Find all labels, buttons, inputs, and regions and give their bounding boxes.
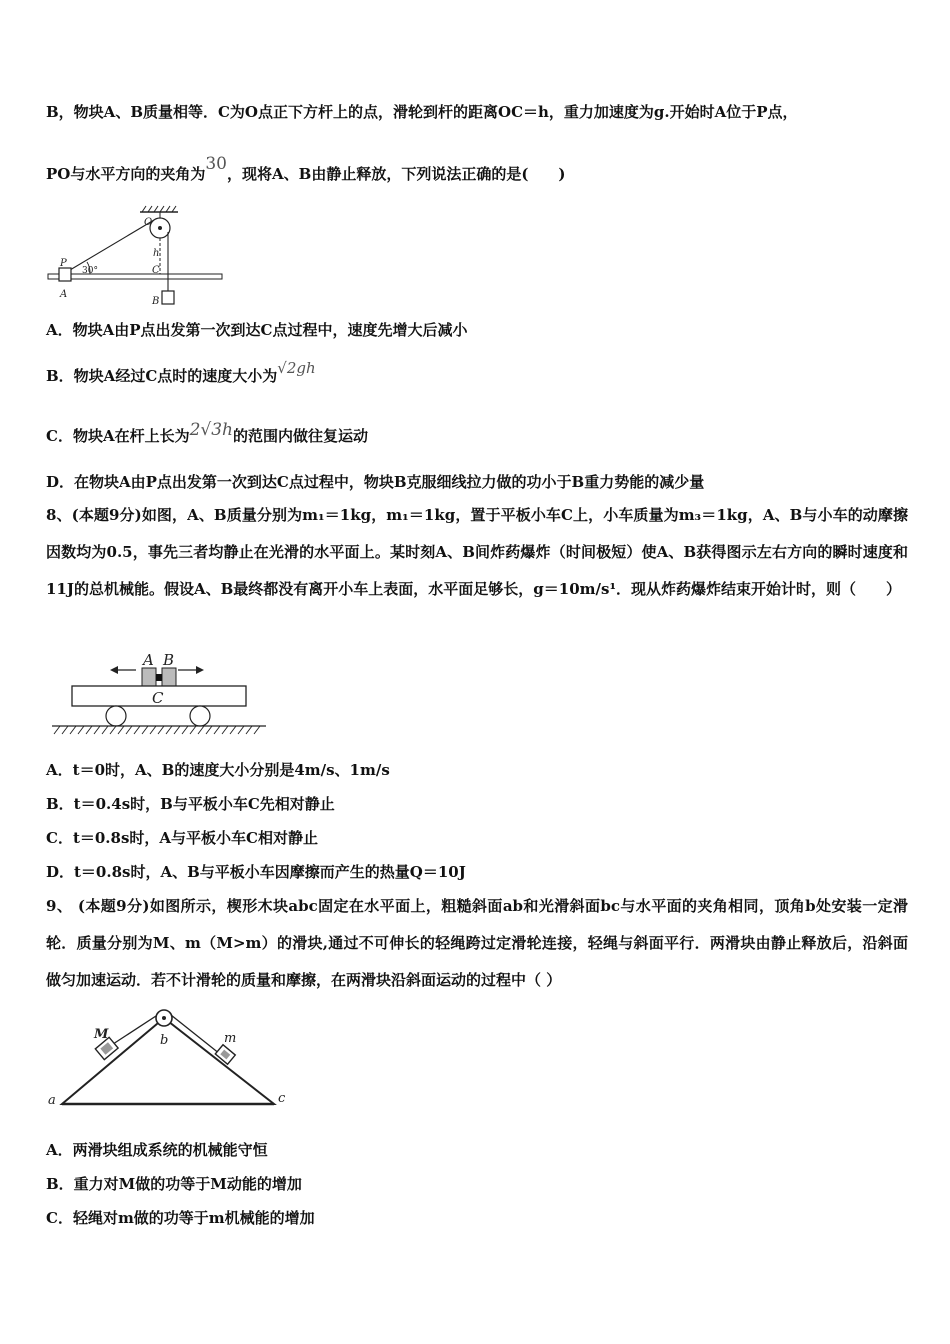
label-M: M: [94, 1027, 109, 1042]
q7-stem-line1: B，物块A、B质量相等．C为O点正下方杆上的点，滑轮到杆的距离OC＝h，重力加速度为g.开始时A位于P点，: [46, 103, 798, 121]
label-B: B: [163, 651, 175, 669]
q9-option-b[interactable]: B．重力对M做的功等于M动能的增加: [46, 1175, 302, 1193]
q7-option-b-text: B．物块A经过C点时的速度大小为: [46, 367, 278, 385]
q7-option-c-pre: C．物块A在杆上长为: [46, 427, 190, 445]
label-B: B: [152, 296, 160, 307]
q8-option-a[interactable]: A．t＝0时，A、B的速度大小分别是4m/s、1m/s: [46, 761, 390, 779]
label-b: b: [160, 1033, 169, 1048]
label-C: C: [152, 265, 160, 276]
label-h: h: [153, 248, 160, 259]
q9-figure: [44, 1006, 294, 1112]
q8-figure: [50, 650, 270, 742]
q7-option-a[interactable]: A．物块A由P点出发第一次到达C点过程中，速度先增大后减小: [46, 321, 468, 339]
q7-option-c[interactable]: [46, 420, 369, 446]
q8-option-c[interactable]: C．t＝0.8s时，A与平板小车C相对静止: [46, 829, 318, 847]
label-O: O: [144, 217, 153, 228]
length-formula: 2√3h: [189, 420, 233, 440]
q9-option-a[interactable]: A．两滑块组成系统的机械能守恒: [46, 1141, 268, 1159]
q9-option-c[interactable]: C．轻绳对m做的功等于m机械能的增加: [46, 1209, 315, 1227]
q7-stem-line2-post: ，现将A、B由静止释放，下列说法正确的是( ): [227, 165, 566, 183]
q7-option-c-post: 的范围内做往复运动: [233, 427, 369, 445]
q7-stem-line2-pre: PO与水平方向的夹角为: [46, 165, 206, 183]
label-C: C: [152, 689, 164, 707]
q8-stem: 8、(本题9分)如图，A、B质量分别为m₁＝1kg，m₁＝1kg，置于平板小车C上，小车质量为m₃＝1kg，A、B与小车的动摩擦因数均为0.5，事先三者均静止在光滑的水平面上。某时刻A、B间炸药爆炸（时间极短）使A、B获得图示左右方向的瞬时速度和11J的总机械能。假设A、B最终都没有离开小车上表面，水平面足够长，g＝10m/s¹．现从炸药爆炸结束开始计时，则（ ）: [46, 506, 908, 598]
q7-figure: [44, 204, 234, 310]
q7-option-d[interactable]: D．在物块A由P点出发第一次到达C点过程中，物块B克服细线拉力做的功小于B重力势能的减少量: [46, 473, 705, 491]
label-a: a: [48, 1093, 56, 1108]
q9-stem: 9、 (本题9分)如图所示，楔形木块abc固定在水平面上，粗糙斜面ab和光滑斜面bc与水平面的夹角相同，顶角b处安装一定滑轮．质量分别为M、m（M>m）的滑块,通过不可伸长的轻绳跨过定滑轮连接，轻绳与斜面平行．两滑块由静止释放后，沿斜面做匀加速运动．若不计滑轮的质量和摩擦，在两滑块沿斜面运动的过程中（ ）: [46, 897, 908, 989]
label-A: A: [60, 289, 68, 300]
q8-option-b[interactable]: B．t＝0.4s时，B与平板小车C先相对静止: [46, 795, 335, 813]
label-30deg: 30°: [82, 266, 98, 276]
q7-stem-line2: [46, 154, 566, 184]
q8-option-d[interactable]: D．t＝0.8s时，A、B与平板小车因摩擦而产生的热量Q＝10J: [46, 863, 466, 881]
label-c: c: [278, 1091, 286, 1106]
sqrt-2gh-formula: √2gh: [277, 359, 316, 377]
angle-formula: 30: [205, 154, 227, 174]
label-m: m: [224, 1031, 237, 1046]
label-A: A: [143, 651, 154, 669]
label-P: P: [60, 258, 67, 269]
q7-option-b[interactable]: [46, 359, 316, 386]
